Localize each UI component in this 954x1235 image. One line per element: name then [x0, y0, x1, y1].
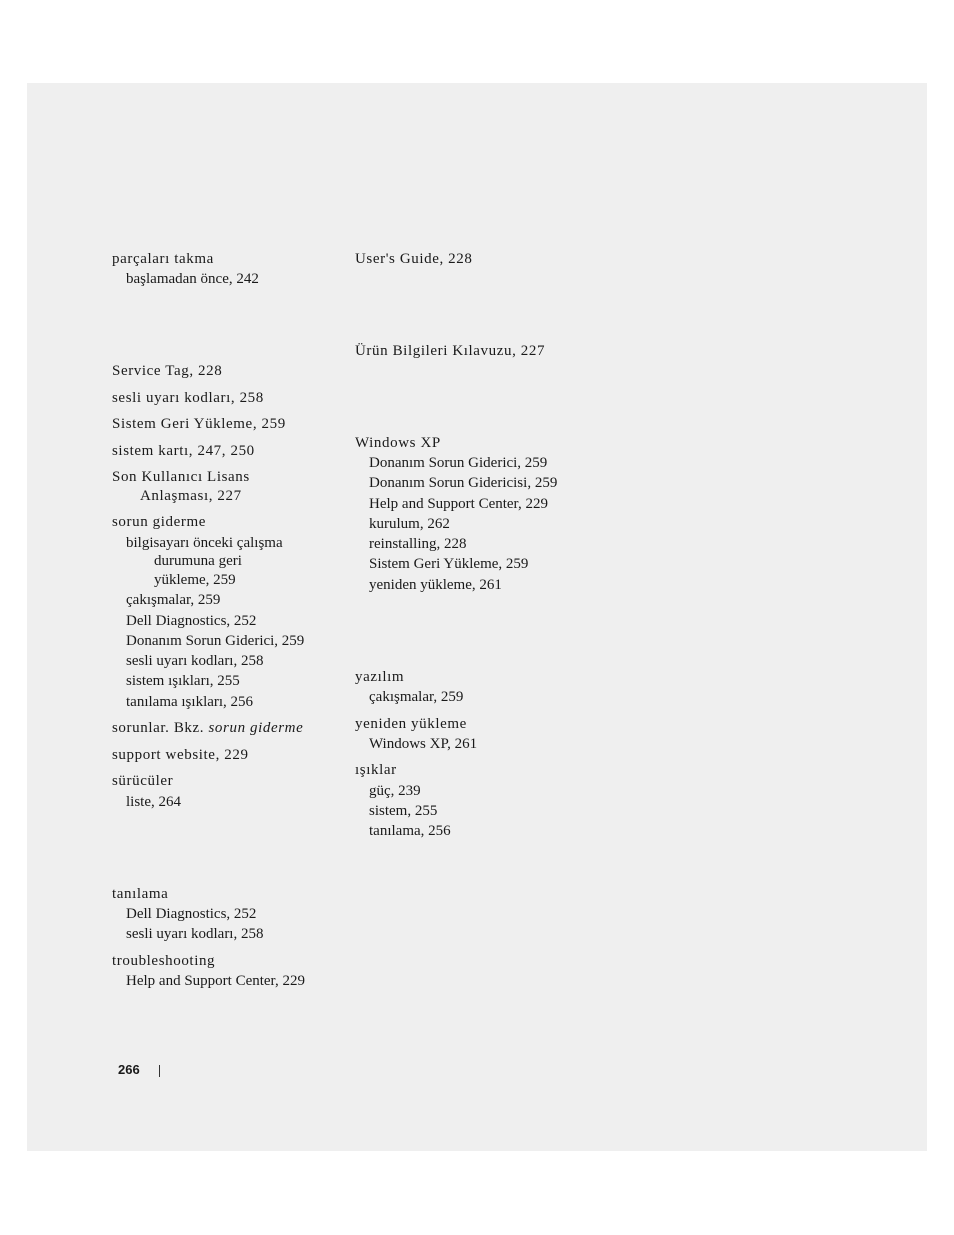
index-subentry: çakışmalar, 259	[126, 592, 221, 608]
index-entry: ışıklar	[355, 762, 397, 778]
index-subentry: sistem ışıkları, 255	[126, 673, 240, 689]
index-entry: sürücüler	[112, 773, 174, 789]
crossref-text: sorunlar. Bkz.	[112, 720, 209, 736]
index-entry: Son Kullanıcı Lisans	[112, 469, 250, 485]
index-entry: Windows XP	[355, 435, 441, 451]
index-subentry: tanılama ışıkları, 256	[126, 694, 254, 710]
index-subentry: Dell Diagnostics, 252	[126, 613, 257, 629]
index-entry: Service Tag, 228	[112, 363, 223, 379]
index-entry: support website, 229	[112, 747, 249, 763]
crossref-target: sorun giderme	[208, 720, 304, 736]
index-entry: yazılım	[355, 669, 405, 685]
index-subentry: sesli uyarı kodları, 258	[126, 653, 264, 669]
index-entry: Sistem Geri Yükleme, 259	[112, 416, 286, 432]
index-subentry: reinstalling, 228	[369, 536, 467, 552]
index-subentry: liste, 264	[126, 794, 181, 810]
index-subentry-continuation: durumuna geri	[154, 553, 242, 569]
index-entry: parçaları takma	[112, 251, 214, 267]
index-subentry: Help and Support Center, 229	[126, 973, 305, 989]
index-subentry: başlamadan önce, 242	[126, 271, 259, 287]
index-subentry: Windows XP, 261	[369, 736, 478, 752]
index-entry: troubleshooting	[112, 953, 216, 969]
index-entry: yeniden yükleme	[355, 716, 467, 732]
index-subentry: Help and Support Center, 229	[369, 496, 548, 512]
index-entry: tanılama	[112, 886, 169, 902]
index-entry: sorun giderme	[112, 514, 207, 530]
index-subentry: bilgisayarı önceki çalışma	[126, 535, 283, 551]
index-subentry: Sistem Geri Yükleme, 259	[369, 556, 529, 572]
index-subentry: kurulum, 262	[369, 516, 450, 532]
index-entry-continuation: Anlaşması, 227	[140, 488, 242, 504]
index-subentry: Dell Diagnostics, 252	[126, 906, 257, 922]
index-entry: sistem kartı, 247, 250	[112, 443, 255, 459]
index-entry: User's Guide, 228	[355, 251, 473, 267]
page-number: 266	[118, 1062, 140, 1077]
index-subentry-continuation: yükleme, 259	[154, 572, 236, 588]
index-entry: sesli uyarı kodları, 258	[112, 390, 264, 406]
index-subentry: çakışmalar, 259	[369, 689, 464, 705]
index-subentry: güç, 239	[369, 783, 421, 799]
index-subentry: yeniden yükleme, 261	[369, 577, 502, 593]
index-subentry: sesli uyarı kodları, 258	[126, 926, 264, 942]
index-subentry: Donanım Sorun Giderici, 259	[126, 633, 305, 649]
index-subentry: sistem, 255	[369, 803, 438, 819]
index-subentry: Donanım Sorun Gidericisi, 259	[369, 475, 558, 491]
footer-divider	[159, 1065, 160, 1077]
index-entry: Ürün Bilgileri Kılavuzu, 227	[355, 343, 546, 359]
index-subentry: tanılama, 256	[369, 823, 451, 839]
index-entry-crossref	[112, 719, 303, 737]
index-subentry: Donanım Sorun Giderici, 259	[369, 455, 548, 471]
